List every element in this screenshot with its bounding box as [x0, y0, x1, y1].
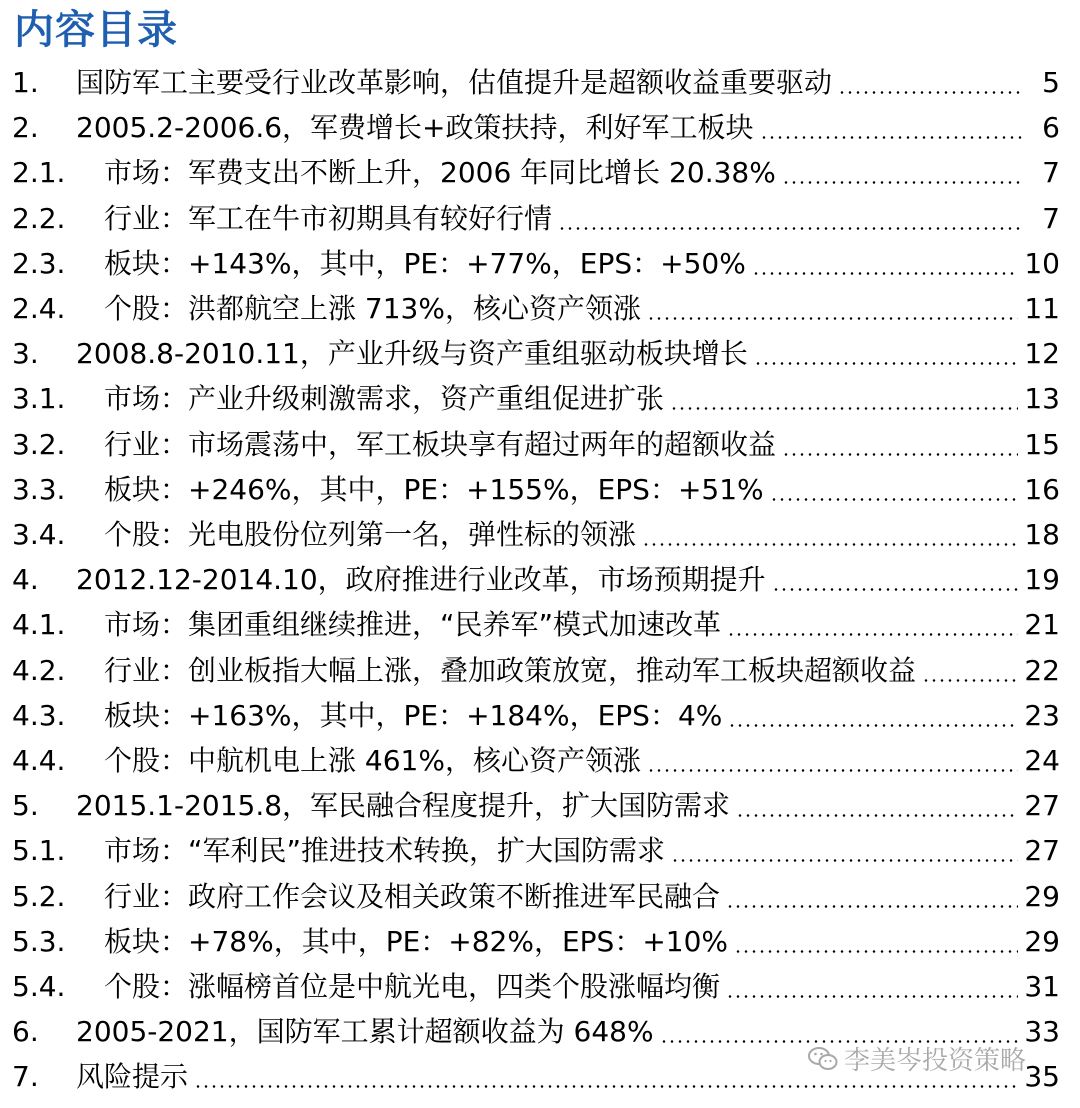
- toc-entry-title: 2005-2021，国防军工累计超额收益为 648%: [76, 1015, 654, 1049]
- toc-entry-title: 2012.12-2014.10，政府推进行业改革，市场预期提升: [76, 563, 766, 597]
- toc-entry-page: 27: [1024, 789, 1060, 823]
- toc-dot-leader: [728, 724, 1018, 727]
- toc-entry-number: 5.2.: [12, 879, 66, 913]
- toc-entry[interactable]: [12, 196, 1060, 241]
- toc-entry-number: 5.4.: [12, 970, 66, 1003]
- toc-entry[interactable]: [12, 828, 1060, 873]
- toc-entry-title: 板块：+246%，其中，PE：+155%，EPS：+51%: [104, 472, 764, 506]
- toc-entry-number: 3.4.: [12, 518, 66, 551]
- toc-entry[interactable]: [12, 331, 1060, 376]
- toc-entry[interactable]: [12, 738, 1060, 783]
- toc-dot-leader: [647, 769, 1018, 772]
- toc-entry-title: 行业：政府工作会议及相关政策不断推进军民融合: [104, 879, 721, 913]
- toc-entry-number: 2.1.: [12, 156, 66, 190]
- toc-dot-leader: [736, 814, 1018, 817]
- toc-entry-title: 市场：军费支出不断上升，2006 年同比增长 20.38%: [104, 156, 776, 190]
- toc-entry-title: 板块：+163%，其中，PE：+184%，EPS：4%: [104, 698, 723, 732]
- toc-entry[interactable]: [12, 150, 1060, 195]
- toc-entry-page: 10: [1024, 246, 1060, 280]
- toc-entry-number: 5.: [12, 789, 39, 823]
- toc-dot-leader: [726, 905, 1018, 908]
- toc-dot-leader: [752, 272, 1019, 275]
- toc-entry-title: 板块：+78%，其中，PE：+82%，EPS：+10%: [104, 924, 729, 958]
- toc-entry-number: 4.3.: [12, 698, 66, 732]
- toc-dot-leader: [642, 543, 1018, 546]
- toc-entry[interactable]: [12, 60, 1060, 105]
- toc-entry[interactable]: [12, 783, 1060, 828]
- toc-entry-title: 市场：“军利民”推进技术转换，扩大国防需求: [104, 834, 666, 868]
- toc-entry[interactable]: [12, 512, 1060, 557]
- toc-entry-page: 15: [1024, 427, 1060, 461]
- toc-dot-leader: [754, 362, 1018, 365]
- toc-entry-number: 4.1.: [12, 608, 66, 642]
- toc-entry-page: 16: [1024, 472, 1060, 506]
- toc-entry-page: 23: [1024, 698, 1060, 732]
- toc-dot-leader: [782, 181, 1024, 184]
- toc-entry-page: 12: [1024, 337, 1060, 371]
- toc-entry-title: 市场：产业升级刺激需求，资产重组促进扩张: [104, 382, 665, 416]
- toc-entry-number: 5.3.: [12, 924, 66, 958]
- toc-entry-page: 29: [1024, 924, 1060, 958]
- toc-entry[interactable]: [12, 602, 1060, 647]
- toc-entry[interactable]: [12, 467, 1060, 512]
- toc-entry-number: 3.: [12, 337, 39, 371]
- toc-entry-page: 29: [1024, 879, 1060, 913]
- toc-entry-title: 个股：涨幅榜首位是中航光电，四类个股涨幅均衡: [104, 970, 721, 1003]
- toc-entry[interactable]: [12, 557, 1060, 602]
- toc-entry-number: 2.: [12, 111, 39, 145]
- watermark-text: 李美岑投资策略: [844, 1046, 1027, 1076]
- toc-dot-leader: [727, 633, 1018, 636]
- toc-entry-title: 行业：军工在牛市初期具有较好行情: [104, 201, 553, 235]
- toc-entry-title: 2015.1-2015.8，军民融合程度提升，扩大国防需求: [76, 789, 731, 823]
- toc-entry-title: 个股：中航机电上涨 461%，核心资产领涨: [104, 744, 641, 777]
- toc-dot-leader: [734, 950, 1018, 953]
- toc-entry[interactable]: [12, 286, 1060, 331]
- toc-entry[interactable]: [12, 422, 1060, 467]
- toc-dot-leader: [194, 1085, 1018, 1088]
- toc-entry-number: 2.3.: [12, 246, 66, 280]
- toc-dot-leader: [558, 227, 1024, 230]
- toc-dot-leader: [647, 317, 1018, 320]
- toc-entry-page: 24: [1024, 744, 1060, 777]
- watermark: [808, 1040, 1026, 1077]
- toc-entry-page: 11: [1024, 292, 1060, 325]
- toc-dot-leader: [772, 588, 1019, 591]
- toc-entry-number: 2.2.: [12, 201, 66, 235]
- toc-entry-page: 7: [1042, 201, 1060, 235]
- toc-entry-number: 7.: [12, 1060, 39, 1094]
- toc-dot-leader: [782, 453, 1018, 456]
- toc-dot-leader: [922, 679, 1018, 682]
- toc-entry[interactable]: [12, 105, 1060, 150]
- toc-entry-title: 个股：洪都航空上涨 713%，核心资产领涨: [104, 292, 641, 325]
- toc-entry-page: 6: [1042, 111, 1060, 145]
- toc-entry[interactable]: [12, 964, 1060, 1009]
- toc-entry-page: 19: [1024, 563, 1060, 597]
- toc-entry-page: 33: [1024, 1015, 1060, 1049]
- toc-entry[interactable]: [12, 376, 1060, 421]
- toc-entry-number: 1.: [12, 66, 39, 99]
- toc-entry-title: 国防军工主要受行业改革影响，估值提升是超额收益重要驱动: [76, 66, 833, 99]
- toc-entry-page: 22: [1024, 653, 1060, 687]
- toc-entry-number: 2.4.: [12, 292, 66, 325]
- toc-entry-page: 18: [1024, 518, 1060, 551]
- page-title: 内容目录: [14, 7, 178, 53]
- toc-entry-page: 7: [1042, 156, 1060, 190]
- toc-entry-page: 27: [1024, 834, 1060, 868]
- toc-entry-number: 3.3.: [12, 472, 66, 506]
- toc-entry-title: 风险提示: [76, 1060, 189, 1094]
- toc-entry[interactable]: [12, 241, 1060, 286]
- toc-dot-leader: [838, 91, 1024, 94]
- toc-entry-title: 2008.8-2010.11，产业升级与资产重组驱动板块增长: [76, 337, 748, 371]
- toc-entry-number: 3.1.: [12, 382, 66, 416]
- toc-entry-number: 6.: [12, 1015, 39, 1049]
- toc-dot-leader: [726, 995, 1018, 998]
- wechat-icon: [808, 1046, 838, 1072]
- toc-entry-title: 个股：光电股份位列第一名，弹性标的领涨: [104, 518, 637, 551]
- toc-entry-page: 5: [1042, 66, 1060, 99]
- toc-dot-leader: [670, 407, 1018, 410]
- toc-dot-leader: [760, 136, 1024, 139]
- toc-entry[interactable]: [12, 874, 1060, 919]
- toc-entry-number: 4.: [12, 563, 39, 597]
- toc-entry-title: 板块：+143%，其中，PE：+77%，EPS：+50%: [104, 246, 746, 280]
- toc-entry[interactable]: [12, 693, 1060, 738]
- toc-entry-title: 市场：集团重组继续推进，“民养军”模式加速改革: [104, 608, 722, 642]
- toc-entry-title: 行业：市场震荡中，军工板块享有超过两年的超额收益: [104, 427, 777, 461]
- toc-entry[interactable]: [12, 919, 1060, 964]
- toc-entry-page: 21: [1024, 608, 1060, 642]
- toc-entry-number: 3.2.: [12, 427, 66, 461]
- toc-entry[interactable]: [12, 648, 1060, 693]
- toc-entry-title: 2005.2-2006.6，军费增长+政策扶持，利好军工板块: [76, 111, 754, 145]
- toc-entry-number: 5.1.: [12, 834, 66, 868]
- toc-entry-page: 35: [1024, 1060, 1060, 1094]
- toc-entry-page: 31: [1024, 970, 1060, 1003]
- toc-dot-leader: [770, 498, 1019, 501]
- toc-entry-page: 13: [1024, 382, 1060, 416]
- toc-entry-number: 4.2.: [12, 653, 66, 687]
- toc-entry-title: 行业：创业板指大幅上涨，叠加政策放宽，推动军工板块超额收益: [104, 653, 917, 687]
- toc-entry-number: 4.4.: [12, 744, 66, 777]
- toc-dot-leader: [671, 859, 1018, 862]
